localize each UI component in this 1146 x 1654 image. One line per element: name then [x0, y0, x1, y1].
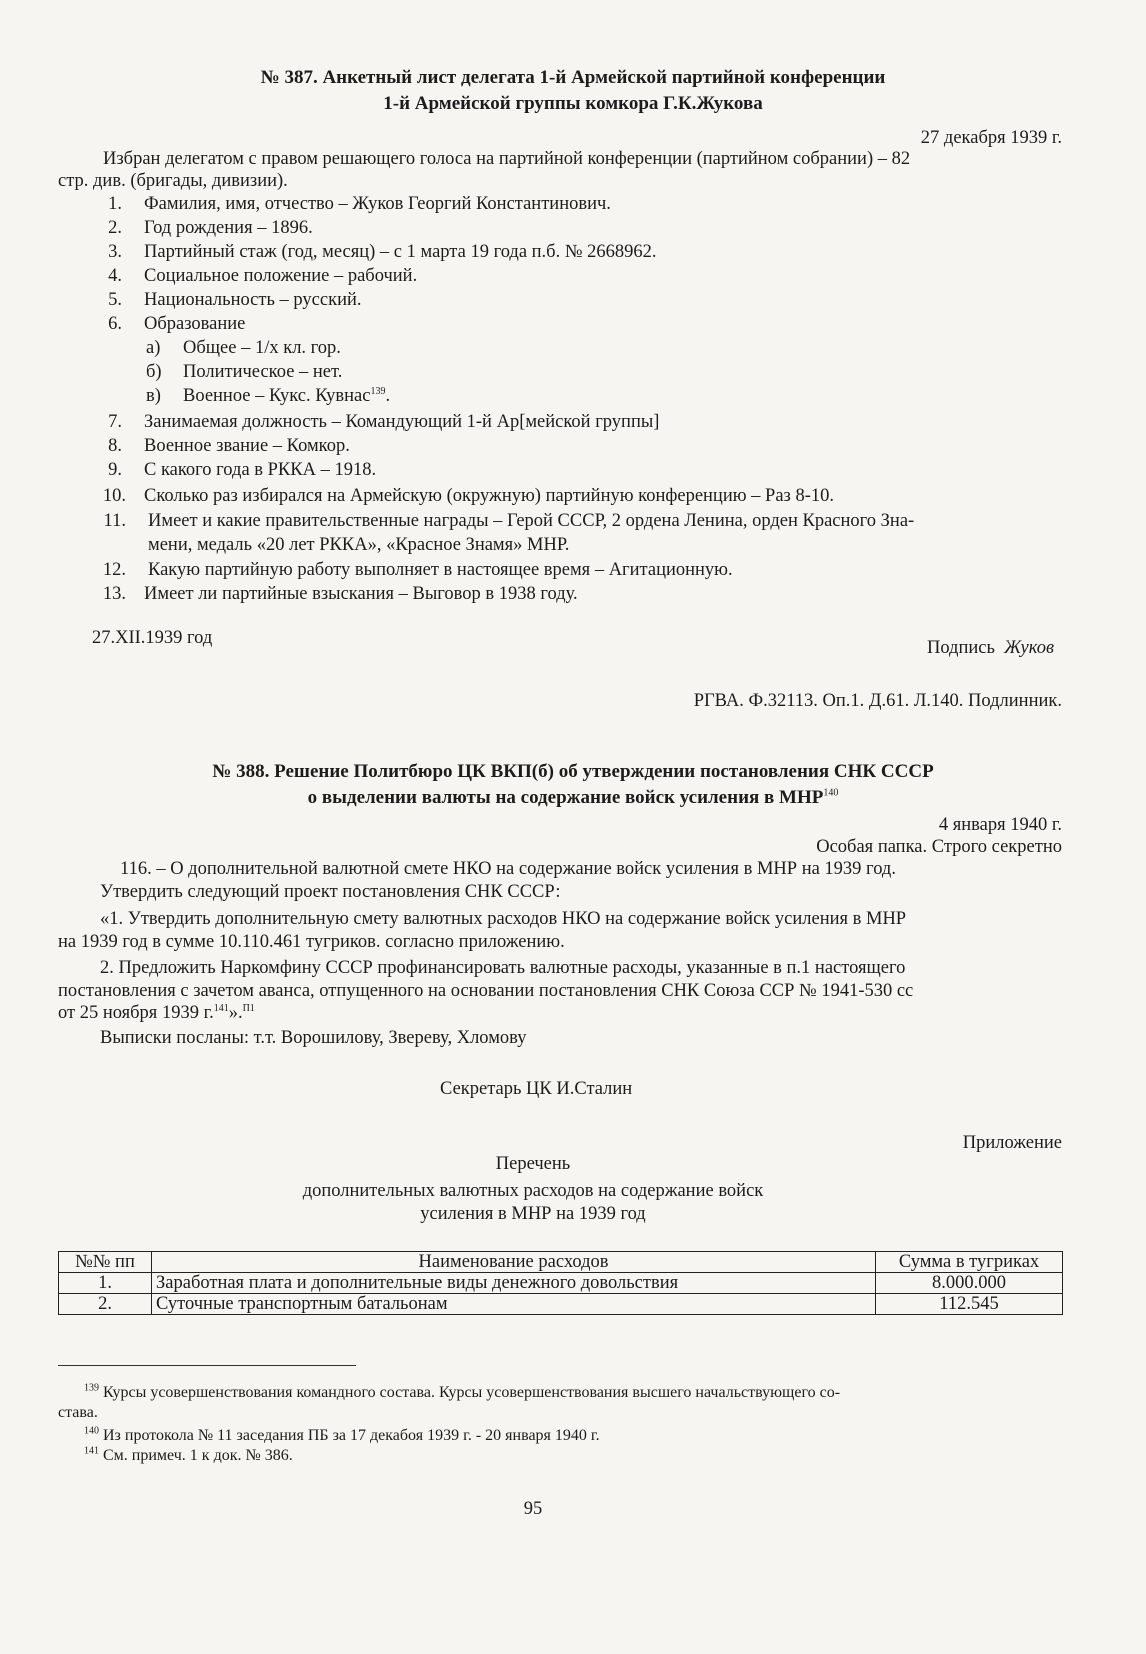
signature: Секретарь ЦК И.Сталин — [440, 1079, 633, 1099]
table-cell: 112.545 — [876, 1294, 1063, 1315]
footnote: $^{141}$ См. примеч. 1 к док. № 386. — [84, 1445, 293, 1464]
editor-mark: П1 — [242, 1002, 255, 1014]
appendix-label: Приложение — [962, 1133, 1062, 1153]
table-row — [59, 1273, 1063, 1294]
expenses-table — [58, 1251, 1063, 1315]
page-number: 95 — [523, 1499, 543, 1519]
doc388-date: 4 января 1940 г. — [938, 815, 1062, 835]
table-cell: 8.000.000 — [876, 1273, 1063, 1294]
footnote-ref: 140 — [823, 787, 839, 799]
footnote-continuation: става. — [58, 1404, 98, 1421]
signature-date: 27.XII.1939 год — [92, 628, 213, 648]
table-cell: 1. — [59, 1273, 152, 1294]
footnote: $^{140}$ Из протокола № 11 заседания ПБ за 17 декабоя 1939 г. - 20 января 1940 г. — [84, 1425, 600, 1444]
paragraph: 116. – О дополнительной валютной смете НКО на содержание войск усиления в МНР на 1939 год. — [120, 859, 896, 879]
doc387-title-line1: № 387. Анкетный лист делегата 1-й Армейской партийной конференции — [260, 67, 886, 88]
signature-label: Подпись — [926, 638, 995, 658]
doc388-title-line2: о выделении валюты на содержание войск усиления в МНР$^{140}$ — [307, 787, 839, 808]
doc387-intro-line2: стр. див. (бригады, дивизии). — [58, 171, 288, 191]
secrecy-stamp: Особая папка. Строго секретно — [816, 837, 1062, 857]
table-row — [59, 1294, 1063, 1315]
table-header — [59, 1252, 1063, 1273]
footnote-ref: 141 — [213, 1002, 229, 1014]
table-header-cell: Сумма в тугриках — [876, 1252, 1063, 1273]
paragraph: от 25 ноября 1939 г.$^{141}$».$^{П1}$ — [58, 1002, 255, 1023]
doc387-date: 27 декабря 1939 г. — [920, 128, 1062, 148]
paragraph: 2. Предложить Наркомфину СССР профинансировать валютные расходы, указанные в п.1 настоящего — [100, 958, 906, 978]
paragraph: Утвердить следующий проект постановления СНК СССР: — [100, 882, 561, 902]
list-title: дополнительных валютных расходов на содержание войск — [302, 1181, 764, 1201]
paragraph: Выписки посланы: т.т. Ворошилову, Звереву, Хломову — [100, 1028, 527, 1048]
signature — [927, 637, 1054, 659]
table-cell: Заработная плата и дополнительные виды денежного довольствия — [152, 1273, 876, 1294]
footnote-divider — [58, 1365, 356, 1366]
footnote: $^{139}$ Курсы усовершенствования командного состава. Курсы усовершенствования высшего начальствующего со- — [84, 1382, 841, 1401]
table-cell: Суточные транспортным батальонам — [152, 1294, 876, 1315]
footnote-ref: 139 — [370, 385, 386, 397]
list-title: усиления в МНР на 1939 год — [420, 1204, 646, 1224]
table-header-cell: Наименование расходов — [152, 1252, 876, 1273]
table-cell: 2. — [59, 1294, 152, 1315]
list-title: Перечень — [495, 1154, 571, 1174]
paragraph: постановления с зачетом аванса, отпущенного на основании постановления СНК Союза ССР № 1941-530 сс — [58, 981, 914, 1001]
signature-name: Жуков — [1004, 638, 1054, 658]
table-header-cell: №№ пп — [59, 1252, 152, 1273]
paragraph: на 1939 год в сумме 10.110.461 тугриков. согласно приложению. — [58, 932, 565, 952]
doc388-title-line1: № 388. Решение Политбюро ЦК ВКП(б) об утверждении постановления СНК СССР — [212, 761, 934, 782]
paragraph: «1. Утвердить дополнительную смету валютных расходов НКО на содержание войск усиления в МНР — [100, 909, 907, 929]
doc387-intro-line1: Избран делегатом с правом решающего голоса на партийной конференции (партийном собрании) – 82 — [103, 149, 911, 169]
archive-source: РГВА. Ф.32113. Оп.1. Д.61. Л.140. Подлинник. — [693, 691, 1062, 711]
doc387-title-line2: 1-й Армейской группы комкора Г.К.Жукова — [383, 93, 763, 114]
